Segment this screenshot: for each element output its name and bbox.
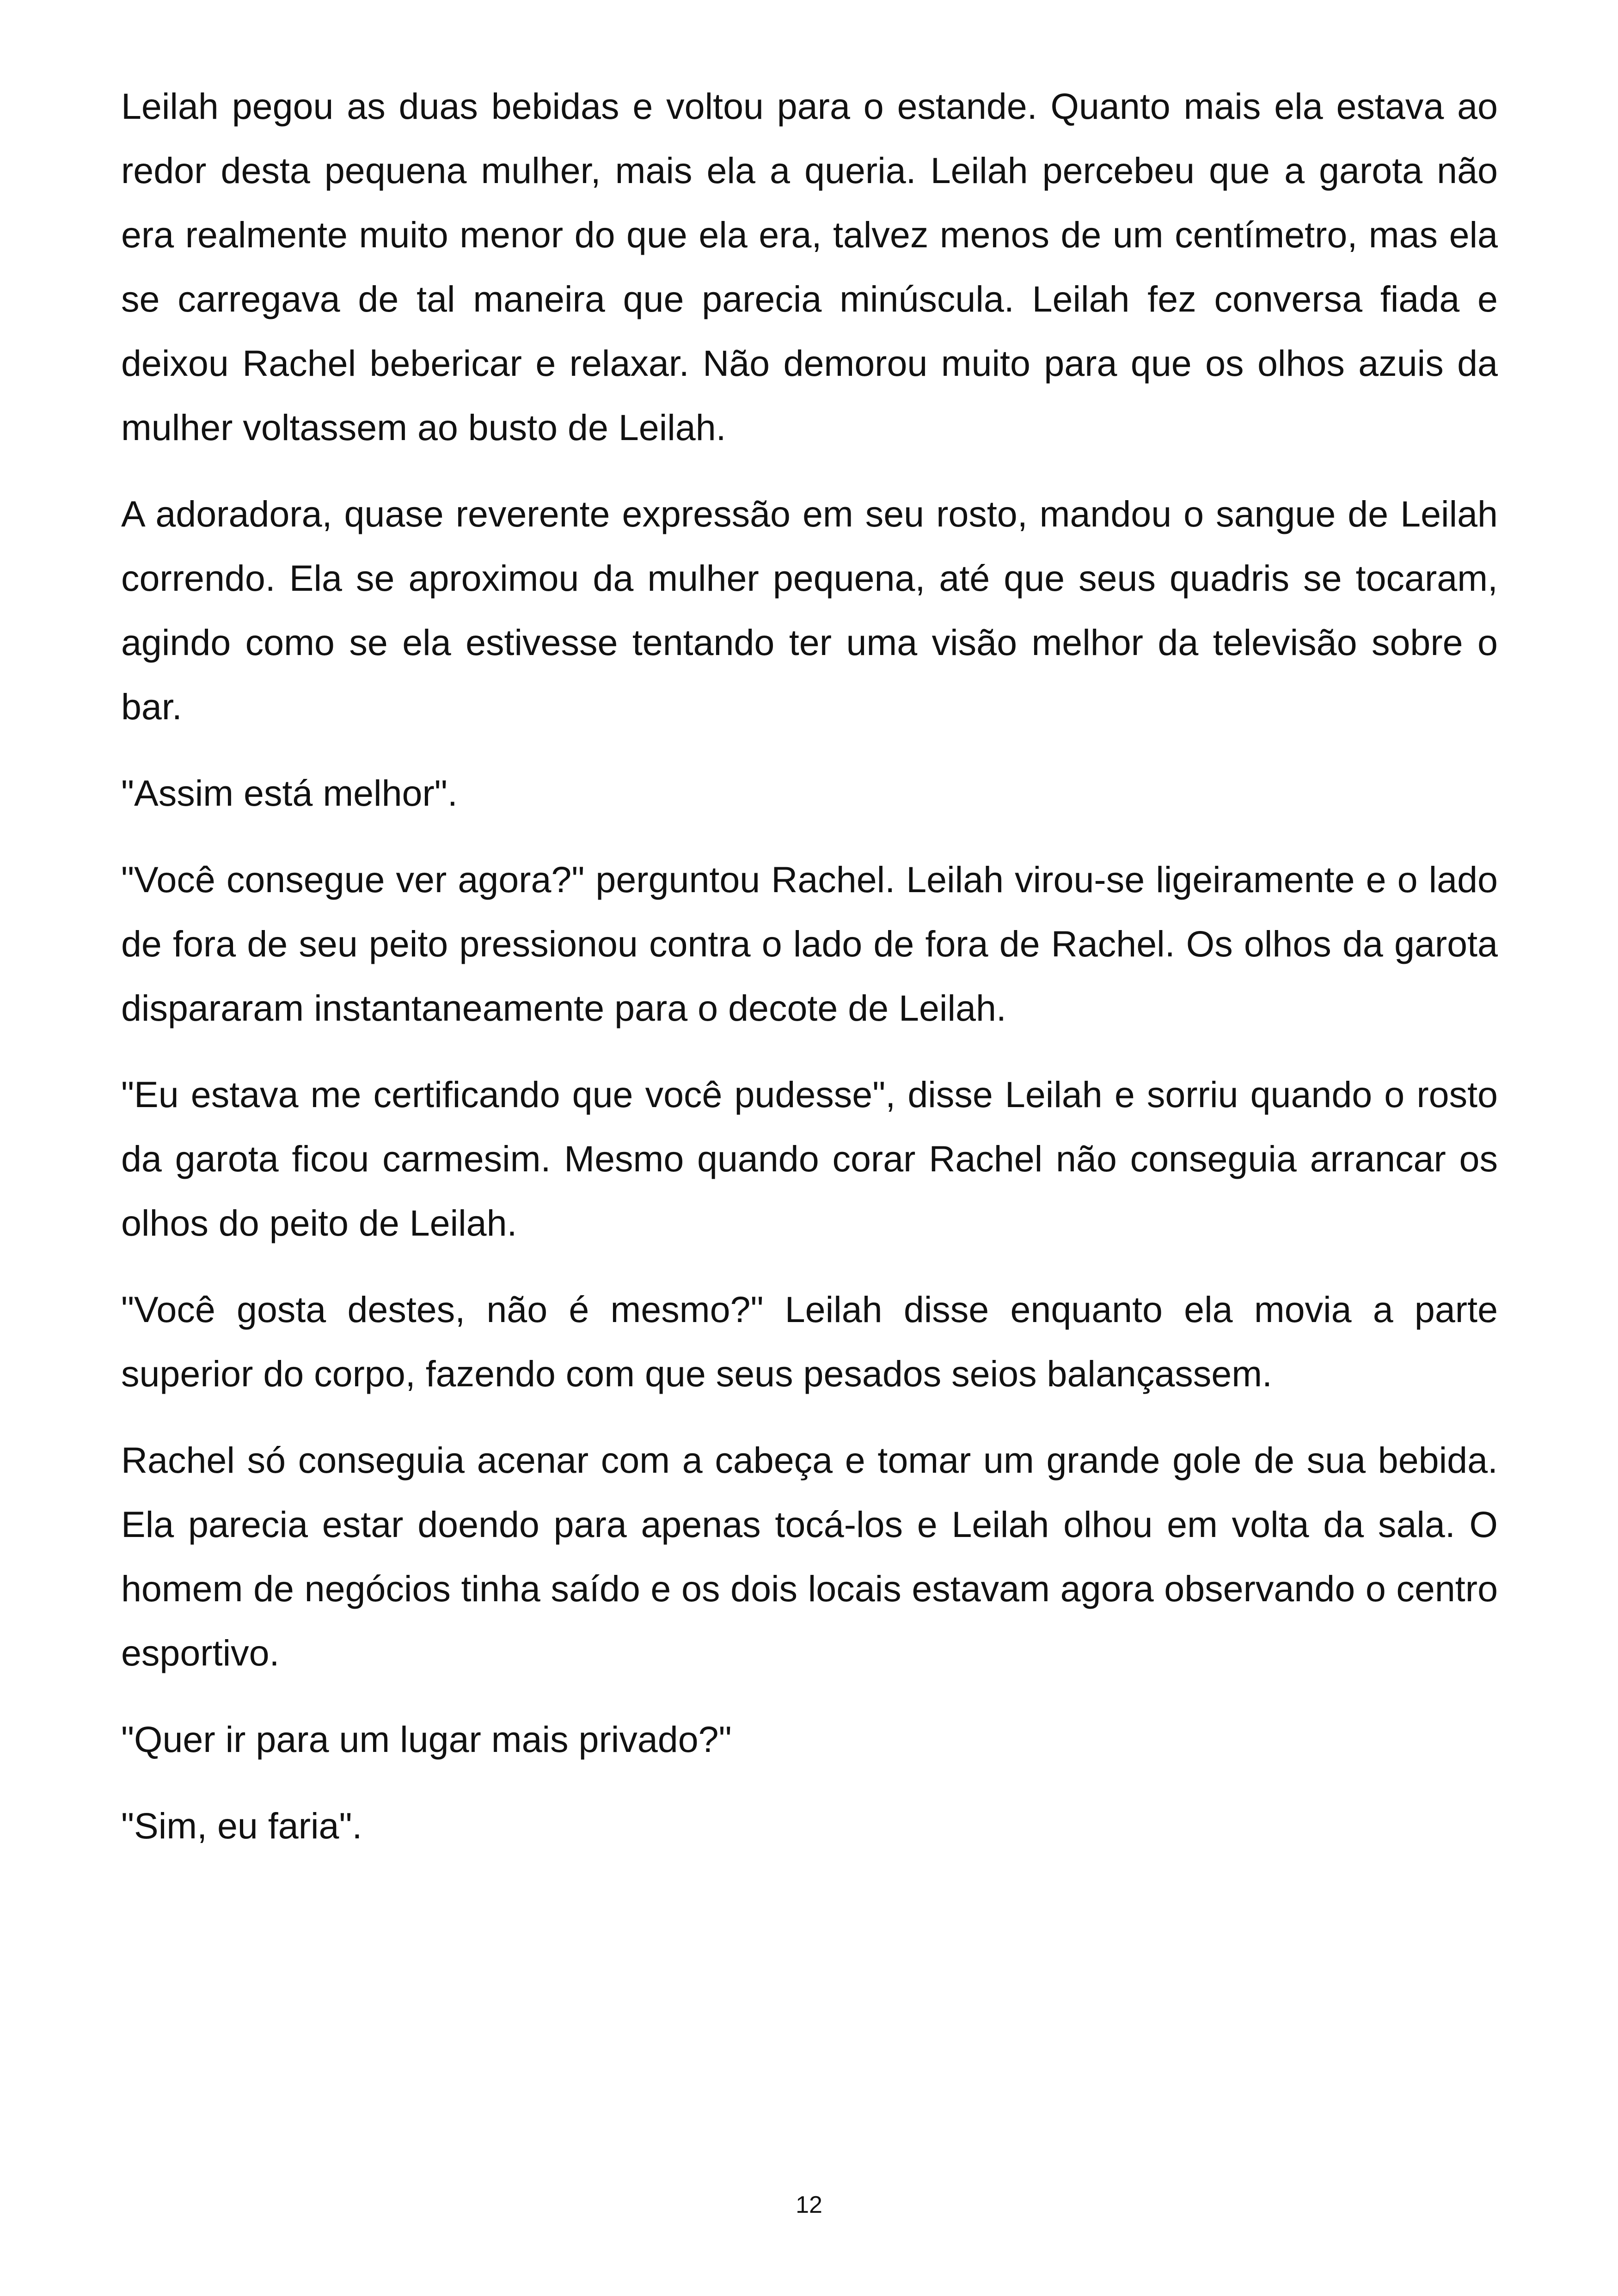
paragraph: "Quer ir para um lugar mais privado?" [121,1719,732,1760]
paragraph: Leilah pegou as duas bebidas e voltou para o estande. Quanto mais ela estava ao redor desta pequena mulher, mais ela a queria. Leilah percebeu que a garota não era realmente muito menor do que ela era, talvez menos de um centímetro, mas ela se carregava de tal maneira que parecia minúscula. Leilah fez conversa fiada e deixou Rachel bebericar e relaxar. Não demorou muito para que os olhos azuis da mulher voltassem ao busto de Leilah. [121,86,1498,448]
paragraph: "Sim, eu faria". [121,1805,362,1846]
paragraph: A adoradora, quase reverente expressão em seu rosto, mandou o sangue de Leilah correndo. Ela se aproximou da mulher pequena, até que seus quadris se tocaram, agindo como se ela estivesse tentando ter uma visão melhor da televisão sobre o bar. [121,493,1498,727]
paragraph: "Você consegue ver agora?" perguntou Rachel. Leilah virou-se ligeiramente e o lado de fora de seu peito pressionou contra o lado de fora de Rachel. Os olhos da garota dispararam instantaneamente para o decote de Leilah. [121,859,1498,1029]
body-text [121,74,1498,1880]
paragraph: "Você gosta destes, não é mesmo?" Leilah disse enquanto ela movia a parte superior do corpo, fazendo com que seus pesados seios balançassem. [121,1289,1498,1394]
paragraph: "Eu estava me certificando que você pudesse", disse Leilah e sorriu quando o rosto da garota ficou carmesim. Mesmo quando corar Rachel não conseguia arrancar os olhos do peito de Leilah. [121,1074,1498,1243]
paragraph: "Assim está melhor". [121,772,458,814]
page-number: 12 [796,2192,822,2218]
paragraph: Rachel só conseguia acenar com a cabeça e tomar um grande gole de sua bebida. Ela parecia estar doendo para apenas tocá-los e Leilah olhou em volta da sala. O homem de negócios tinha saído e os dois locais estavam agora observando o centro esportivo. [121,1439,1498,1673]
